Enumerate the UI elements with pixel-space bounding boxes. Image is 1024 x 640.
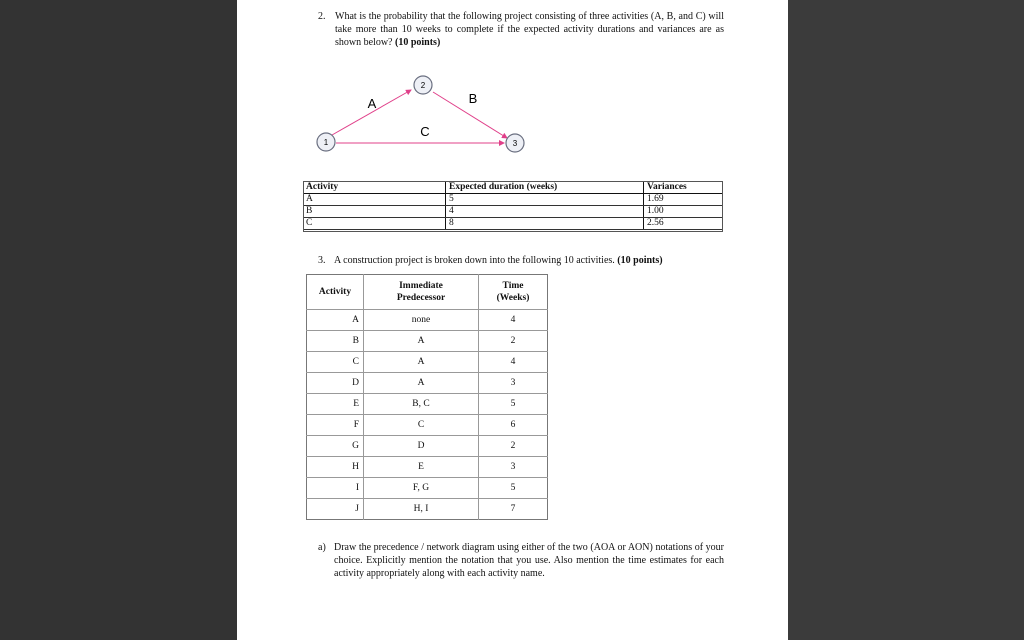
col-predecessor xyxy=(364,275,479,310)
node-1-label: 1 xyxy=(323,138,329,147)
cell-activity: B xyxy=(303,206,446,218)
table-row xyxy=(303,218,723,230)
right-margin xyxy=(788,0,1024,640)
node-3-label: 3 xyxy=(512,139,518,148)
table-row xyxy=(307,394,548,415)
col-activity xyxy=(307,275,364,310)
col-activity-label: Activity xyxy=(318,287,352,297)
table-header-row xyxy=(303,182,723,194)
col-predecessor-line2: Predecessor xyxy=(396,293,446,303)
table-row xyxy=(307,499,548,520)
question-2 xyxy=(318,10,724,49)
col-variance: Variances xyxy=(643,182,723,194)
cell-time: 4 xyxy=(479,352,548,373)
cell-variance: 2.56 xyxy=(643,218,723,230)
edge-b-label: B xyxy=(468,91,478,106)
cell-time: 2 xyxy=(479,331,548,352)
cell-activity: J xyxy=(307,499,364,520)
node-3 xyxy=(506,134,524,152)
question-2-text: What is the probability that the following project consisting of three activities (A, B, and C) will take more than 10 weeks to complete if the expected activity durations and variances are as shown below? xyxy=(335,11,724,48)
cell-duration: 5 xyxy=(446,194,644,206)
cell-activity: E xyxy=(307,394,364,415)
cell-time: 3 xyxy=(479,373,548,394)
col-duration: Expected duration (weeks) xyxy=(446,182,644,194)
table-row xyxy=(307,331,548,352)
cell-activity: A xyxy=(303,194,446,206)
cell-time: 3 xyxy=(479,457,548,478)
left-margin xyxy=(0,0,237,640)
question-3a xyxy=(318,541,724,580)
table-row xyxy=(307,310,548,331)
table-row xyxy=(303,194,723,206)
cell-predecessor: A xyxy=(364,352,479,373)
col-time-line1: Time xyxy=(502,281,524,291)
cell-duration: 4 xyxy=(446,206,644,218)
question-2-number: 2. xyxy=(318,11,326,22)
table-header-row xyxy=(307,275,548,310)
cell-predecessor: D xyxy=(364,436,479,457)
cell-activity: F xyxy=(307,415,364,436)
col-activity: Activity xyxy=(303,182,446,194)
cell-predecessor: H, I xyxy=(364,499,479,520)
cell-activity: D xyxy=(307,373,364,394)
activities-table xyxy=(306,274,548,520)
cell-predecessor: none xyxy=(364,310,479,331)
question-3a-text: Draw the precedence / network diagram using either of the two (AOA or AON) notations of your choice. Explicitly mention the notation that you use. Also mention the time estimates for each activity appropriately along with each activity name. xyxy=(334,542,724,579)
cell-activity: C xyxy=(303,218,446,230)
cell-time: 6 xyxy=(479,415,548,436)
cell-time: 7 xyxy=(479,499,548,520)
cell-time: 2 xyxy=(479,436,548,457)
cell-activity: H xyxy=(307,457,364,478)
question-3-points: (10 points) xyxy=(617,255,663,266)
question-3a-label: a) xyxy=(318,542,326,553)
cell-activity: A xyxy=(307,310,364,331)
cell-activity: B xyxy=(307,331,364,352)
node-1 xyxy=(317,133,335,151)
table-row xyxy=(307,478,548,499)
activity-variance-table xyxy=(303,181,723,230)
question-2-points: (10 points) xyxy=(395,37,441,48)
edge-c-label: C xyxy=(420,124,430,139)
table-row xyxy=(307,373,548,394)
question-3-number: 3. xyxy=(318,255,326,266)
col-predecessor-line1: Immediate xyxy=(399,281,443,291)
table-row xyxy=(307,457,548,478)
table-row xyxy=(303,206,723,218)
cell-variance: 1.69 xyxy=(643,194,723,206)
col-time-line2: (Weeks) xyxy=(496,293,530,303)
edge-a-label: A xyxy=(367,96,377,111)
cell-duration: 8 xyxy=(446,218,644,230)
network-diagram xyxy=(300,70,540,160)
cell-predecessor: A xyxy=(364,331,479,352)
table-row xyxy=(307,436,548,457)
table-row xyxy=(307,415,548,436)
cell-predecessor: B, C xyxy=(364,394,479,415)
cell-predecessor: C xyxy=(364,415,479,436)
cell-time: 4 xyxy=(479,310,548,331)
cell-predecessor: E xyxy=(364,457,479,478)
col-time xyxy=(479,275,548,310)
cell-time: 5 xyxy=(479,478,548,499)
cell-activity: G xyxy=(307,436,364,457)
table-row xyxy=(307,352,548,373)
cell-time: 5 xyxy=(479,394,548,415)
cell-predecessor: F, G xyxy=(364,478,479,499)
question-3-text: A construction project is broken down into the following 10 activities. xyxy=(334,255,615,266)
question-3 xyxy=(318,255,663,266)
cell-activity: C xyxy=(307,352,364,373)
cell-predecessor: A xyxy=(364,373,479,394)
cell-activity: I xyxy=(307,478,364,499)
node-2-label: 2 xyxy=(420,81,426,90)
cell-variance: 1.00 xyxy=(643,206,723,218)
node-2 xyxy=(414,76,432,94)
